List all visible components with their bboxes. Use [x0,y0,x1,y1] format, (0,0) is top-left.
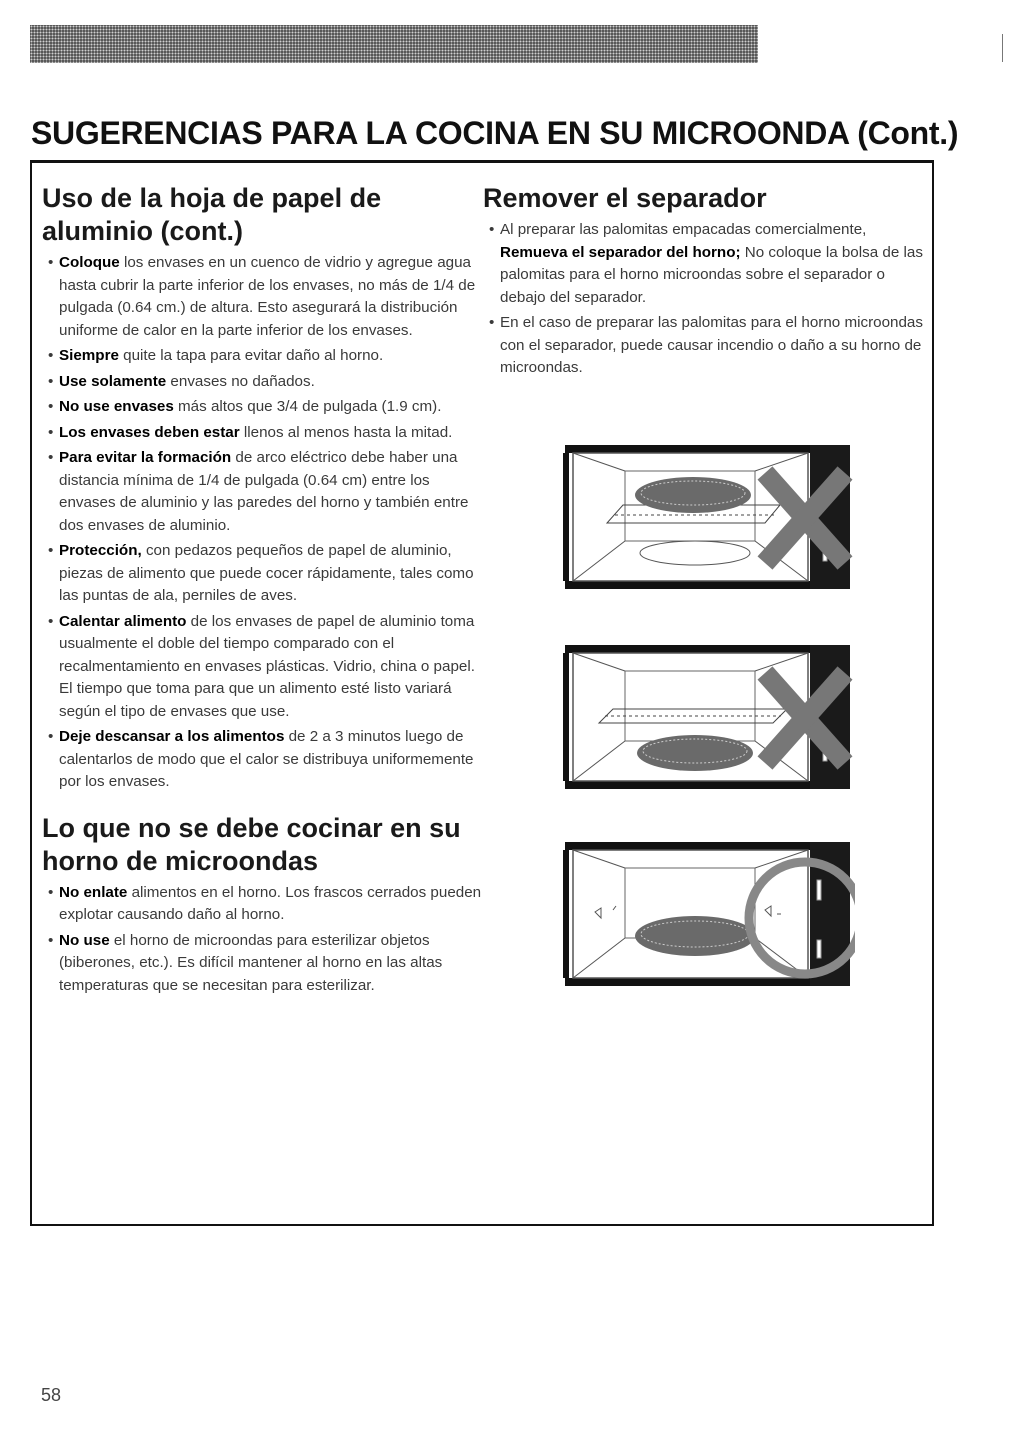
list-item-emphasis: Calentar alimento [59,612,187,630]
header-texture-bar [30,25,758,63]
list-item [42,345,482,368]
list-item-emphasis: No use [59,931,110,949]
list-item-text: quite la tapa para evitar daño al horno. [118,347,384,364]
list-item-text: de 2 a 3 minutos luego de calentarlos de modo que el calor se distribuya uniformemente por los envases. [59,728,474,790]
list-item-emphasis: Deje descansar a los alimentos [59,728,285,745]
page-title: SUGERENCIAS PARA LA COCINA EN SU MICROONDA (Cont.) [31,115,959,151]
list-item [42,252,482,342]
list-item [42,726,482,794]
list-item-text: llenos al menos hasta la mitad. [239,423,453,441]
list-item-text: más altos que 3/4 de pulgada (1.9 cm). [173,398,442,415]
list-item-text: el horno de microondas para esterilizar objetos (biberones, etc.). Es difícil mantener al horno en las altas temperaturas que se necesitan para esterilizar. [59,931,443,994]
list-item-text: alimentos en el horno. Los frascos cerrados pueden explotar causando daño al horno. [59,883,482,923]
list-item-text: de los envases de papel de aluminio toma usualmente el doble del tiempo comparado con el recalmentamiento en envases plásticas. Vidrio, china o papel. El tiempo que toma para que un alimento esté listo variará según el tipo de envases que use. [59,612,475,720]
list-item-text: No coloque la bolsa de las palomitas para el horno microondas sobre el separador o debajo del separador. [500,243,923,306]
list-item [42,371,482,394]
do-not-cook-list [42,882,482,998]
right-column [483,182,923,383]
list-item [42,611,482,724]
list-item [42,882,482,927]
list-item [42,396,482,419]
list-item-text: envases no dañados. [166,372,315,390]
illustration-popcorn-no-rack [555,840,855,988]
edge-mark [1002,34,1003,62]
list-item [42,422,482,445]
list-item [42,930,482,998]
list-item-emphasis: Use solamente [59,372,167,390]
list-item-text: Al preparar las palomitas empacadas comercialmente, [500,221,867,238]
section-title-do-not-cook: Lo que no se debe cocinar en su horno de microondas [42,812,461,876]
list-item-emphasis: Los envases deben estar [59,423,240,441]
illustration-popcorn-under-rack [555,643,855,791]
list-item-emphasis: Coloque [59,254,120,271]
list-item-text: En el caso de preparar las palomitas para el horno microondas con el separador, puede causar incendio o daño a su horno de microondas. [500,314,923,376]
list-item-emphasis: Protección, [59,542,142,559]
section-title-remove-rack: Remover el separador [483,183,767,213]
list-item-text: de arco eléctrico debe haber una distancia mínima de 1/4 de pulgada (0.64 cm) entre los envases de aluminio y las paredes del horno y también entre dos envases de aluminio. [59,449,469,534]
list-item [483,219,923,309]
list-item-text: con pedazos pequeños de papel de aluminio, piezas de alimento que puede cocer rápidamente, tales como las puntas de ala, perniles de aves. [59,542,474,604]
list-item-emphasis: Remueva el separador del horno; [500,243,741,261]
list-item-text: los envases en un cuenco de vidrio y agregue agua hasta cubrir la parte inferior de los envases, no más de 1/4 de pulgada (0.64 cm.) de altura. Esto asegurará la distribución uniforme de calor en la parte inferior de los envases. [59,254,476,339]
list-item-emphasis: No use envases [59,398,174,415]
list-item-emphasis: No enlate [59,883,128,901]
list-item [42,447,482,537]
page-number: 58 [41,1385,62,1405]
left-column [42,182,482,1000]
list-item [483,312,923,380]
remove-rack-list [483,219,923,380]
list-item-emphasis: Siempre [59,347,119,364]
illustration-popcorn-on-rack [555,443,855,591]
section-title-foil: Uso de la hoja de papel de aluminio (cont.) [42,183,382,246]
foil-list [42,252,482,794]
list-item [42,540,482,608]
list-item-emphasis: Para evitar la formación [59,449,232,466]
